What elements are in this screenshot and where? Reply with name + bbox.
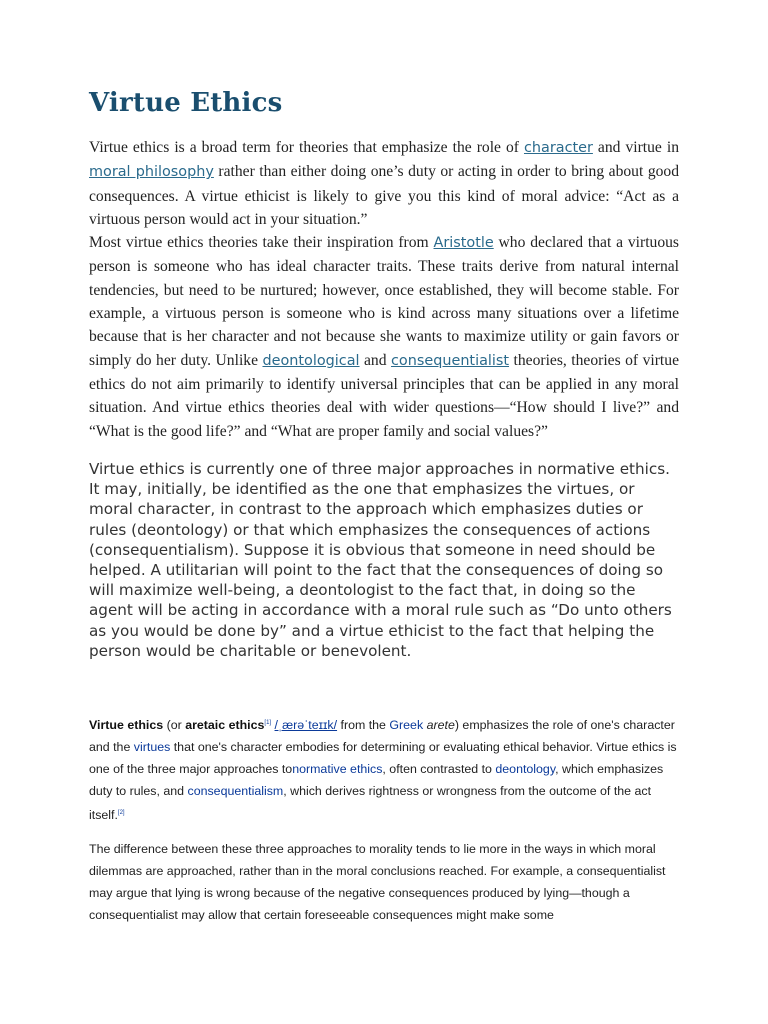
paragraph-wiki-difference: The difference between these three approaches to morality tends to lie more in the ways in which moral dilemmas are approached, rather than in the moral conclusions reached. For example, a consequentialist may argue that lying is wrong because of the negative consequences produced by lying—though a consequentialist may allow that certain foreseeable consequences might make some <box>89 842 666 922</box>
link-deontology[interactable]: deontology <box>495 762 556 776</box>
link-pronunciation[interactable]: /ˌærəˈteɪɪk/ <box>274 718 338 732</box>
reference-2[interactable]: [2] <box>117 810 125 816</box>
link-greek[interactable]: Greek <box>389 718 424 732</box>
link-consequentialist[interactable]: consequentialist <box>391 352 510 369</box>
link-moral-philosophy[interactable]: moral philosophy <box>89 164 214 181</box>
link-deontological[interactable]: deontological <box>262 352 360 369</box>
paragraph-aristotle: Most virtue ethics theories take their inspiration from Aristotle who declared that a virtuous person is someone who has ideal character traits. These traits derive from natural internal tendencies, but need to be nurtured; however, once established, they will become stable. For example, a virtuous person is someone who is kind across many situations over a lifetime because that is her character and not because she wants to maximize utility or gain favors or simply do her duty. Unlike deontological and consequentialist theories, theories of virtue ethics do not aim primarily to identify universal principles that can be applied in any moral situation. And virtue ethics theories deal with wider questions—“How should I live?” and “What is the good life?” and “What are proper family and social values?” <box>89 234 680 440</box>
intro-section <box>89 136 679 443</box>
link-normative-ethics[interactable]: normative ethics <box>292 762 383 776</box>
paragraph-definition: Virtue ethics is a broad term for theories that emphasize the role of character and virtue in moral philosophy rather than either doing one’s duty or acting in order to bring about good consequences. A virtue ethicist is likely to give you this kind of moral advice: “Act as a virtuous person would act in your situation.” <box>89 139 680 228</box>
paragraph-normative-approaches: Virtue ethics is currently one of three major approaches in normative ethics. It may, initially, be identified as the one that emphasizes the virtues, or moral character, in contrast to the approach which emphasizes duties or rules (deontology) or that which emphasizes the consequences of actions (consequentialism). Suppose it is obvious that someone in need should be helped. A utilitarian will point to the fact that the consequences of doing so will maximize well-being, a deontologist to the fact that, in doing so the agent will be acting in accordance with a moral rule such as “Do unto others as you would be done by” and a virtue ethicist to the fact that helping the person would be charitable or benevolent. <box>89 460 672 660</box>
link-aristotle[interactable]: Aristotle <box>433 235 494 252</box>
link-virtues[interactable]: virtues <box>133 740 171 754</box>
reference-1[interactable]: [1] <box>264 720 272 726</box>
page-title: Virtue Ethics <box>89 88 283 118</box>
link-character[interactable]: character <box>523 140 593 156</box>
paragraph-wiki-definition: Virtue ethics (or aretaic ethics[1] /ˌærəˈteɪɪk/ from the Greek arete) emphasizes the role of one's character and the virtues that one's character embodies for determining or evaluating ethical behavior. Virtue ethics is one of the three major approaches tonormative ethics, often contrasted to deontology, which emphasizes duty to rules, and consequentialism, which derives rightness or wrongness from the outcome of the act itself.[2] <box>89 718 677 822</box>
link-consequentialism[interactable]: consequentialism <box>187 784 284 798</box>
